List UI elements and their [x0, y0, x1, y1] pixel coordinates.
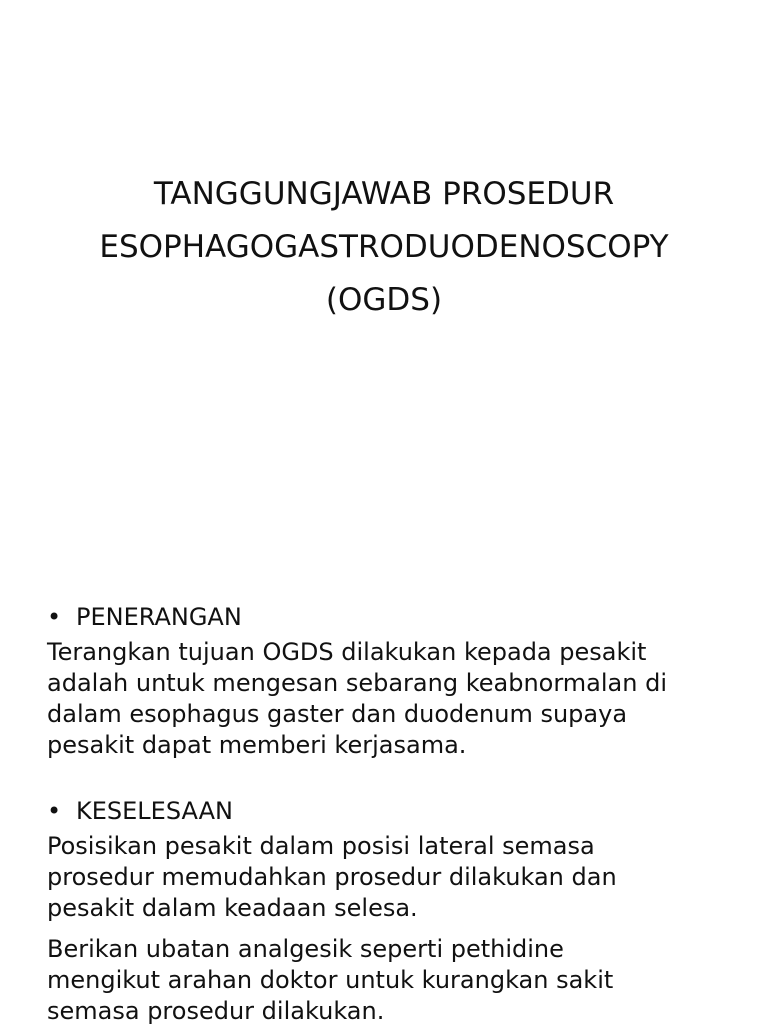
section-heading-keselesaan [47, 796, 747, 827]
title-line: (OGDS) [325, 282, 443, 318]
paragraph-line: Posisikan pesakit dalam posisi lateral semasa [47, 832, 595, 860]
bullet-icon: • [47, 797, 62, 825]
paragraph [47, 831, 747, 924]
slide-title [40, 168, 728, 327]
title-line: TANGGUNGJAWAB PROSEDUR [153, 176, 615, 212]
paragraph-line: mengikut arahan doktor untuk kurangkan sakit [47, 966, 614, 994]
slide-body [47, 602, 747, 1027]
paragraph-line: adalah untuk mengesan sebarang keabnormalan di [47, 669, 667, 697]
paragraph-line: Berikan ubatan analgesik seperti pethidine [47, 935, 564, 963]
paragraph [47, 934, 747, 1027]
paragraph-line: pesakit dapat memberi kerjasama. [47, 731, 467, 759]
section-heading-text: PENERANGAN [76, 603, 242, 631]
paragraph [47, 637, 747, 761]
title-line: ESOPHAGOGASTRODUODENOSCOPY [99, 229, 669, 265]
paragraph-line: pesakit dalam keadaan selesa. [47, 894, 418, 922]
paragraph-line: dalam esophagus gaster dan duodenum supaya [47, 700, 628, 728]
bullet-icon: • [47, 603, 62, 631]
paragraph-line: Terangkan tujuan OGDS dilakukan kepada pesakit [47, 638, 647, 666]
paragraph-line: prosedur memudahkan prosedur dilakukan dan [47, 863, 617, 891]
section-heading-penerangan [47, 602, 747, 633]
section-heading-text: KESELESAAN [76, 797, 233, 825]
paragraph-line: semasa prosedur dilakukan. [47, 997, 385, 1025]
